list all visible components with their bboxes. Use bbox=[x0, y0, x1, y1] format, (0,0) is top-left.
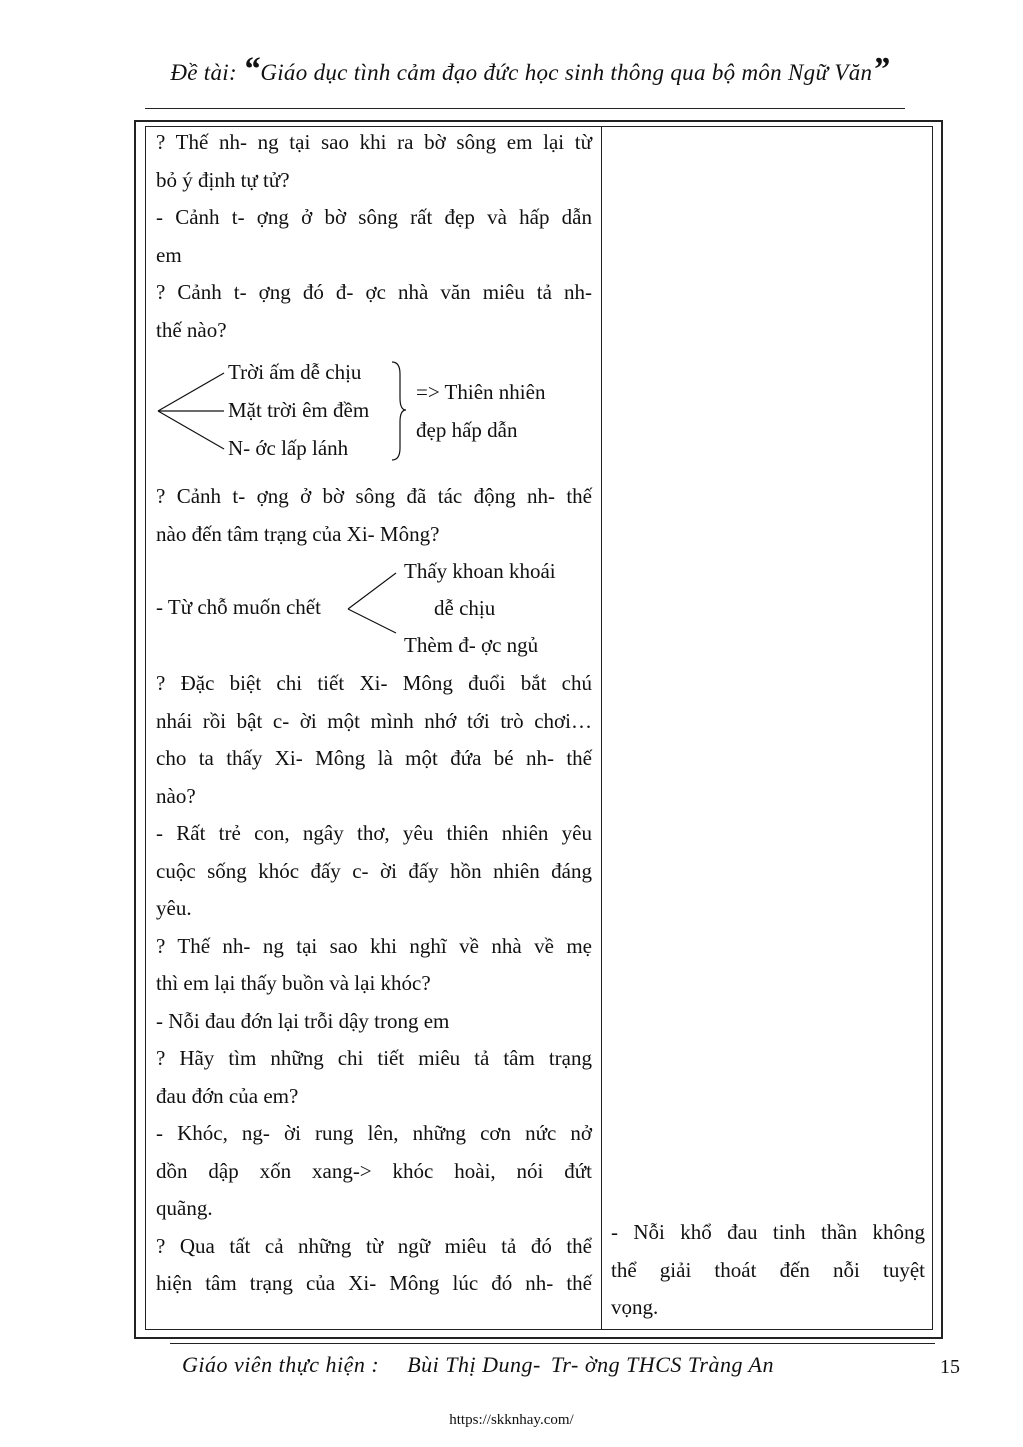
text-line: ? Qua tất cả những từ ngữ miêu tả đó thể bbox=[156, 1233, 592, 1258]
text-line: yêu. bbox=[156, 896, 192, 920]
diagram-item: dễ chịu bbox=[434, 596, 496, 620]
header-rule bbox=[145, 108, 905, 109]
text-line: nào? bbox=[156, 783, 196, 808]
text-line: vọng. bbox=[611, 1295, 659, 1319]
text-line: ? Cảnh t- ợng đó đ- ợc nhà văn miêu tả nh- bbox=[156, 280, 592, 304]
text-line: ? Hãy tìm những chi tiết miêu tả tâm trạng bbox=[156, 1046, 592, 1070]
document-footer bbox=[182, 1352, 774, 1378]
text-line: - Rất trẻ con, ngây thơ, yêu thiên nhiên yêu bbox=[156, 821, 592, 845]
text-line: nhái rồi bật c- ời một mình nhớ tới trò chơi… bbox=[156, 708, 592, 733]
text-line: em bbox=[156, 242, 182, 267]
left-column bbox=[156, 124, 592, 1303]
diagram-item: N- ớc lấp lánh bbox=[228, 436, 349, 460]
page-number: 15 bbox=[940, 1356, 960, 1378]
document-header bbox=[150, 51, 910, 88]
text-line: cuộc sống khóc đấy c- ời đấy hồn nhiên đáng bbox=[156, 858, 592, 883]
text-line: - Nỗi đau đớn lại trỗi dậy trong em bbox=[156, 1008, 450, 1033]
diagram-source: - Từ chỗ muốn chết bbox=[156, 595, 321, 619]
diagram-conclusion: đẹp hấp dẫn bbox=[416, 418, 518, 442]
diagram-item: Mặt trời êm đềm bbox=[228, 398, 370, 422]
text-line: thể giải thoát đến nỗi tuyệt bbox=[611, 1257, 925, 1282]
right-column bbox=[611, 1214, 925, 1327]
text-line: nào đến tâm trạng của Xi- Mông? bbox=[156, 521, 440, 546]
diagram-conclusion: => Thiên nhiên bbox=[416, 380, 546, 404]
text-line: - Nỗi khổ đau tinh thần không bbox=[611, 1220, 925, 1244]
header-open-quote: “ bbox=[243, 51, 261, 88]
diagram-item: Thấy khoan khoái bbox=[404, 559, 556, 583]
text-line: thế nào? bbox=[156, 317, 227, 342]
text-line: dồn dập xốn xang-> khóc hoài, nói đứt bbox=[156, 1158, 592, 1183]
header-prefix: Đề tài: bbox=[170, 60, 244, 85]
text-line: - Khóc, ng- ời rung lên, những cơn nức nở bbox=[156, 1121, 592, 1145]
nature-diagram bbox=[156, 354, 592, 474]
text-line: đau đớn của em? bbox=[156, 1083, 299, 1108]
text-line: thì em lại thấy buồn và lại khóc? bbox=[156, 971, 431, 995]
diagram-item: Trời ấm dễ chịu bbox=[228, 360, 362, 384]
text-line: hiện tâm trạng của Xi- Mông lúc đó nh- thế bbox=[156, 1271, 592, 1295]
header-title: Giáo dục tình cảm đạo đức học sinh thông qua bộ môn Ngữ Văn bbox=[260, 60, 873, 85]
mood-diagram bbox=[156, 553, 592, 665]
branch-lines bbox=[156, 354, 592, 474]
footer-label: Giáo viên thực hiện : bbox=[182, 1352, 380, 1377]
column-divider bbox=[601, 126, 602, 1330]
text-line: ? Đặc biệt chi tiết Xi- Mông đuổi bắt chú bbox=[156, 671, 592, 695]
text-line: ? Cảnh t- ợng ở bờ sông đã tác động nh- thế bbox=[156, 484, 592, 508]
text-line: ? Thế nh- ng tại sao khi nghĩ về nhà về mẹ bbox=[156, 933, 592, 958]
text-line: ? Thế nh- ng tại sao khi ra bờ sông em lại từ bbox=[156, 130, 592, 154]
text-line: - Cảnh t- ợng ở bờ sông rất đẹp và hấp dẫn bbox=[156, 205, 592, 229]
text-line: bỏ ý định tự tử? bbox=[156, 167, 290, 192]
footer-rule bbox=[170, 1343, 935, 1344]
footer-teacher: Bùi Thị Dung- bbox=[407, 1352, 541, 1377]
footer-school: Tr- ờng THCS Tràng An bbox=[550, 1352, 774, 1377]
brace-shape bbox=[392, 362, 406, 460]
text-line: cho ta thấy Xi- Mông là một đứa bé nh- thế bbox=[156, 746, 592, 770]
header-close-quote: ” bbox=[872, 51, 890, 88]
source-url[interactable]: https://skknhay.com/ bbox=[449, 1412, 574, 1428]
text-line: quãng. bbox=[156, 1196, 213, 1220]
diagram-item: Thèm đ- ợc ngủ bbox=[404, 633, 539, 657]
